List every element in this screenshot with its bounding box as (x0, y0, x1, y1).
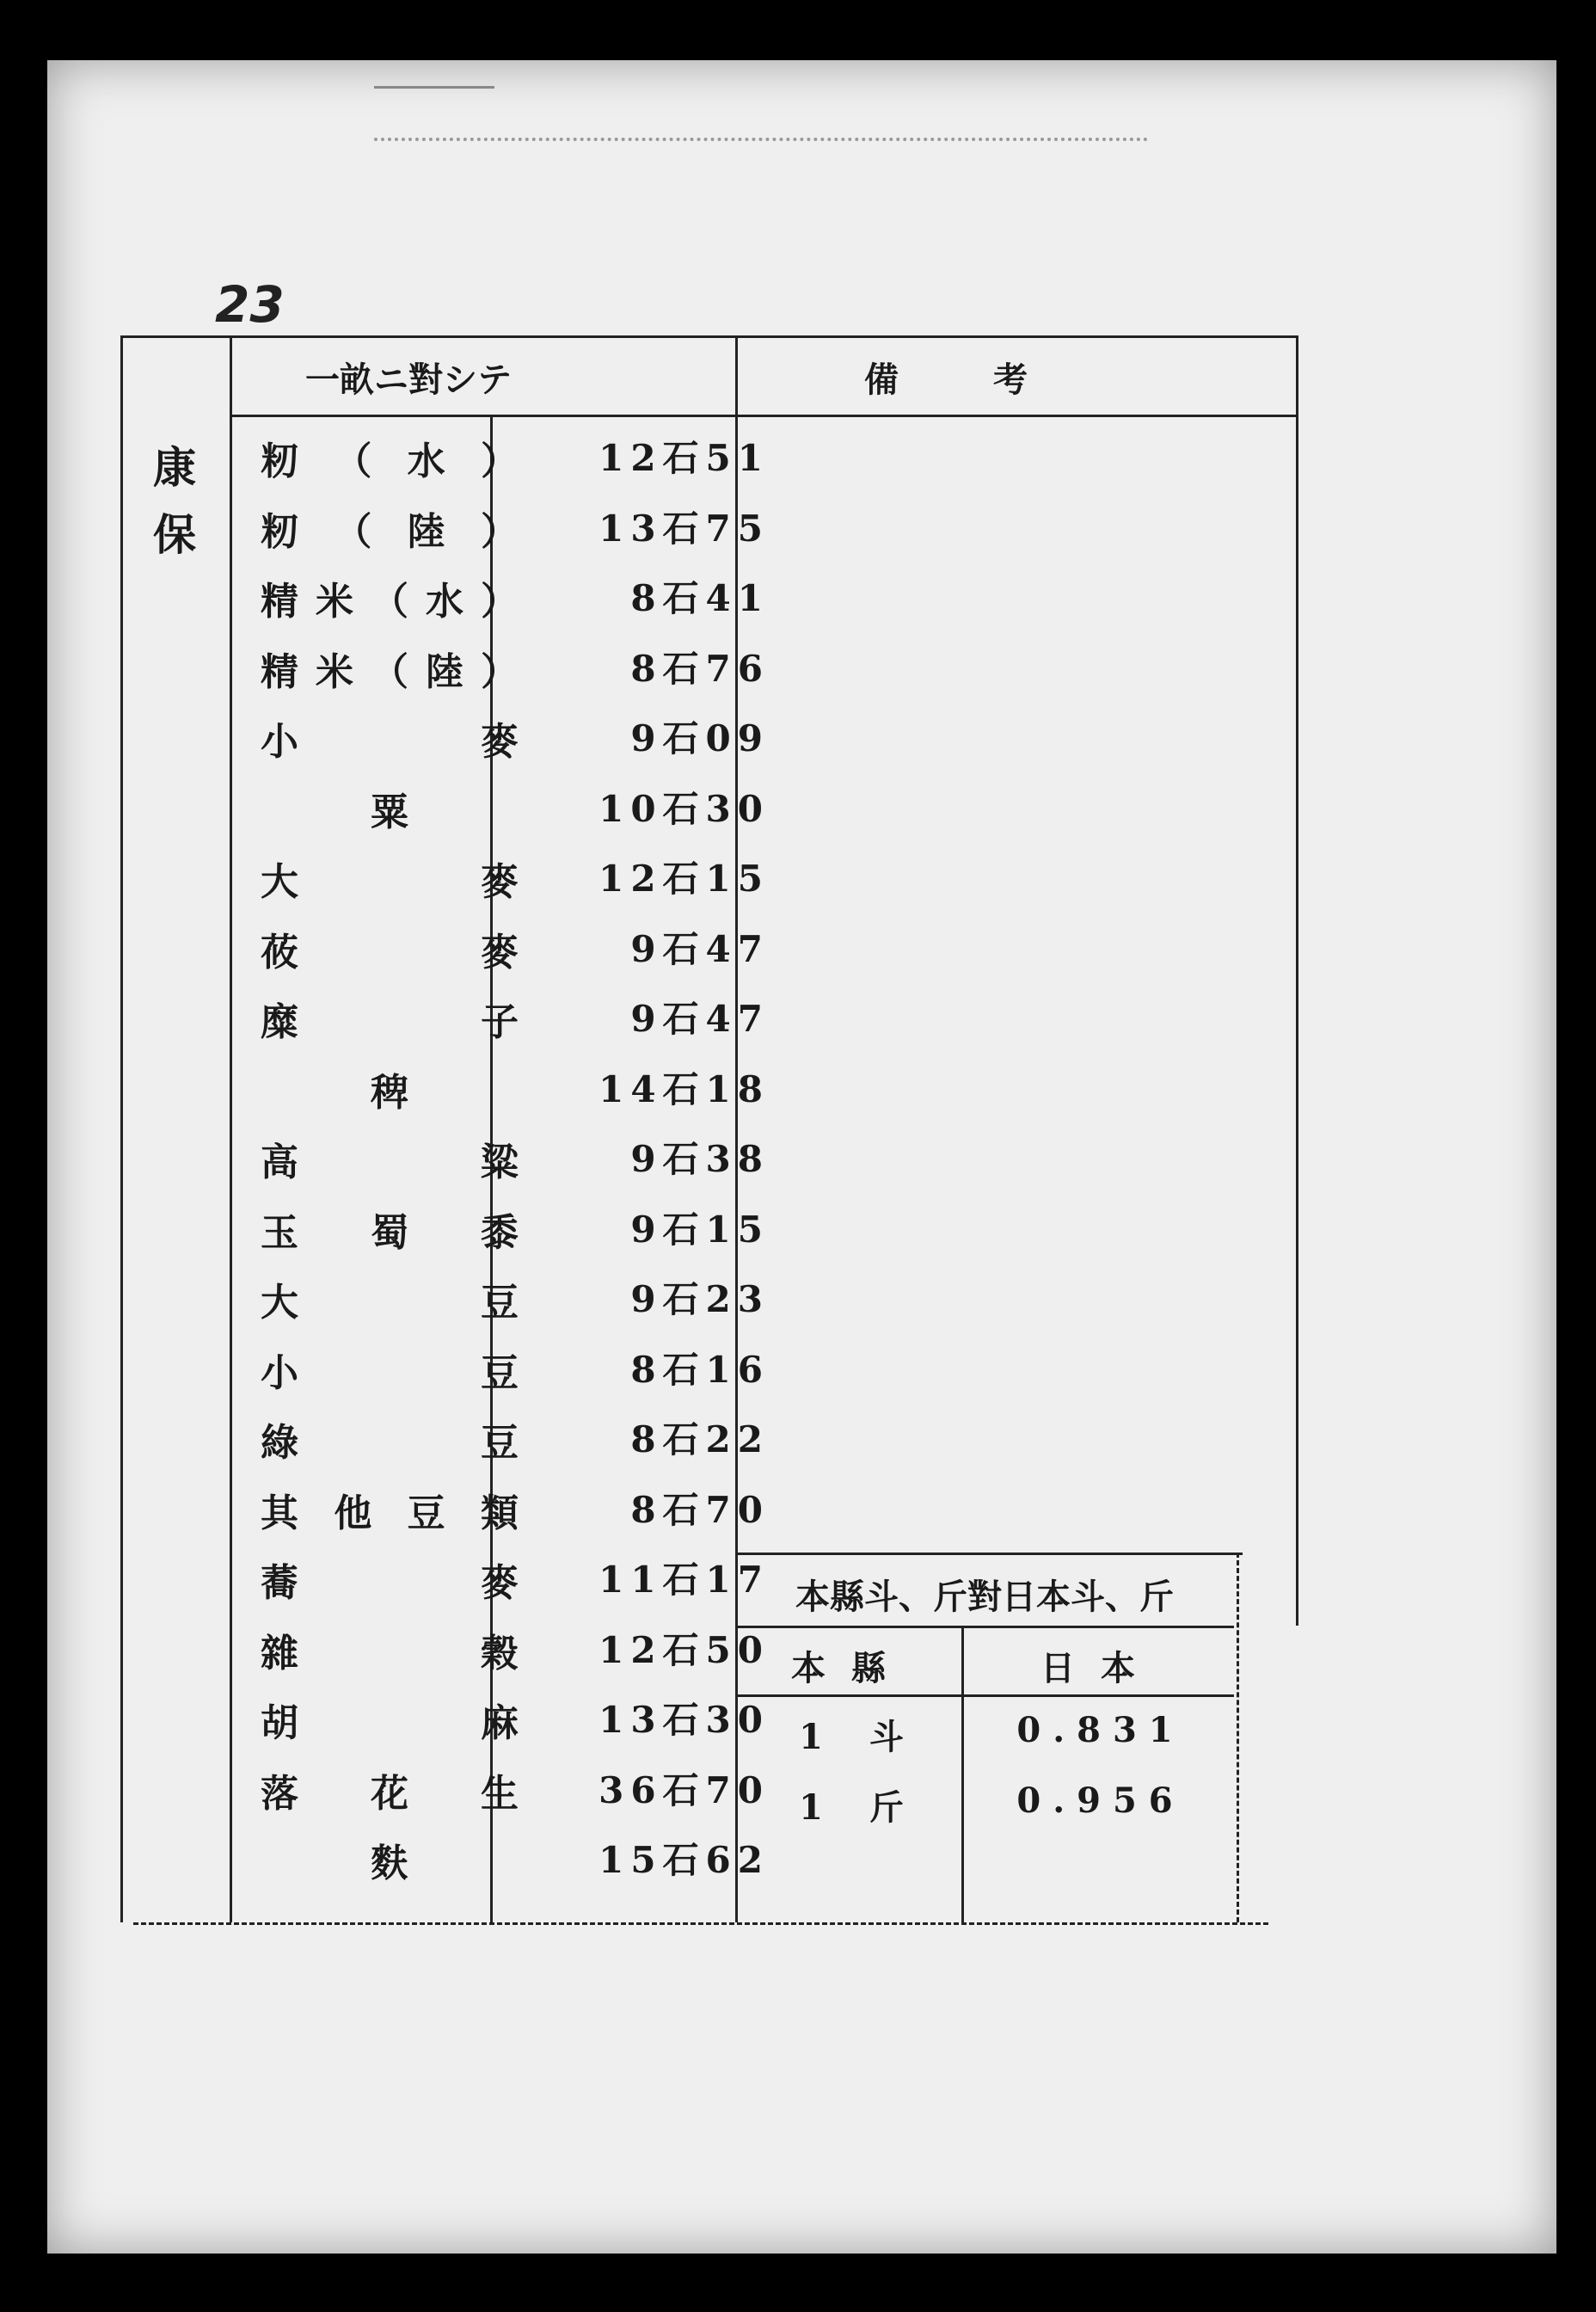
crop-yield-value: 10石30 (598, 788, 770, 830)
conversion-col-local: 本縣 (791, 1648, 912, 1688)
crop-name: 籾 （ 陸 ） (261, 510, 519, 554)
conversion-local-1: 1 斗 (799, 1717, 904, 1757)
crop-yield-value: 8石76 (630, 648, 770, 690)
crop-yield-value: 15石62 (598, 1839, 770, 1881)
crop-yield-value: 8石22 (630, 1418, 770, 1460)
crop-name: 小 麥 (261, 720, 519, 764)
crop-yield-value: 12石51 (598, 437, 770, 479)
conversion-col-japan: 日本 (1040, 1648, 1161, 1688)
crop-yield-value: 9石47 (630, 928, 770, 970)
crop-yield-value: 12石50 (598, 1629, 770, 1671)
crop-yield-value: 9石15 (630, 1208, 770, 1251)
crop-yield-value: 13石75 (598, 507, 770, 550)
crop-yield-value: 11石17 (598, 1559, 770, 1601)
side-col-divider (230, 335, 232, 1922)
crop-yield-value: 9石38 (630, 1138, 770, 1180)
crop-name: 蕎 麥 (261, 1561, 519, 1605)
crop-name: 胡 麻 (261, 1701, 519, 1745)
crop-name: 精 米 （ 陸 ） (261, 650, 519, 694)
table-left-border (120, 335, 123, 1922)
crop-name: 綠 豆 (261, 1421, 519, 1465)
crop-name: 雜 穀 (261, 1632, 519, 1676)
crop-name: 莜 麥 (261, 931, 519, 975)
conv-top-line (735, 1553, 1243, 1555)
side-label (149, 434, 200, 569)
conv-right-border (1237, 1553, 1239, 1922)
side-label-char: 保 (153, 509, 196, 560)
crop-name: 粟 (371, 790, 408, 834)
crop-yield-value: 13石30 (598, 1699, 770, 1741)
faint-header-text (374, 138, 1148, 151)
conversion-title: 本縣斗、斤對日本斗、斤 (795, 1577, 1174, 1617)
crop-yield-value: 9石23 (630, 1278, 770, 1320)
table-bottom-border (133, 1922, 1268, 1925)
page-number: 23 (215, 275, 285, 334)
crop-name: 籾 （ 水 ） (261, 440, 519, 483)
side-label-char: 康 (153, 442, 196, 493)
crop-name: 大 豆 (261, 1281, 519, 1325)
crop-yield-value: 8石41 (630, 577, 770, 619)
header-per-mu: 一畝ニ對シテ (305, 360, 512, 400)
conv-col-divider (961, 1626, 964, 1922)
crop-name: 大 麥 (261, 860, 519, 904)
conversion-japan-1: 0.831 (1016, 1710, 1185, 1750)
faint-mark (374, 86, 494, 89)
conv-title-bottom-line (735, 1626, 1234, 1628)
conversion-japan-2: 0.956 (1016, 1780, 1185, 1821)
conv-header-bottom-line (735, 1694, 1234, 1697)
crop-name: 麩 (371, 1842, 408, 1885)
crop-name: 高 粱 (261, 1141, 519, 1184)
crop-yield-value: 14石18 (598, 1068, 770, 1110)
crop-yield-value: 9石09 (630, 717, 770, 759)
crop-name: 小 豆 (261, 1351, 519, 1395)
crop-name: 其 他 豆 類 (261, 1491, 519, 1535)
table-top-border (120, 335, 1298, 338)
crop-yield-value: 36石70 (598, 1769, 770, 1811)
crop-yield-value: 9石47 (630, 998, 770, 1040)
crop-name: 糜 子 (261, 1000, 519, 1044)
conversion-local-2: 1 斤 (799, 1787, 904, 1828)
crop-name: 稗 (371, 1071, 408, 1115)
table-right-border (1296, 335, 1298, 1626)
crop-name: 精 米 （ 水 ） (261, 580, 519, 624)
crop-name: 落 花 生 (261, 1772, 519, 1816)
header-remarks: 備考 (864, 360, 1122, 400)
header-bottom-line (232, 415, 1298, 417)
crop-yield-value: 12石15 (598, 858, 770, 900)
document-page (47, 60, 1556, 2254)
crop-yield-value: 8石70 (630, 1489, 770, 1531)
crop-yield-value: 8石16 (630, 1349, 770, 1391)
crop-name: 玉 蜀 黍 (261, 1211, 519, 1255)
